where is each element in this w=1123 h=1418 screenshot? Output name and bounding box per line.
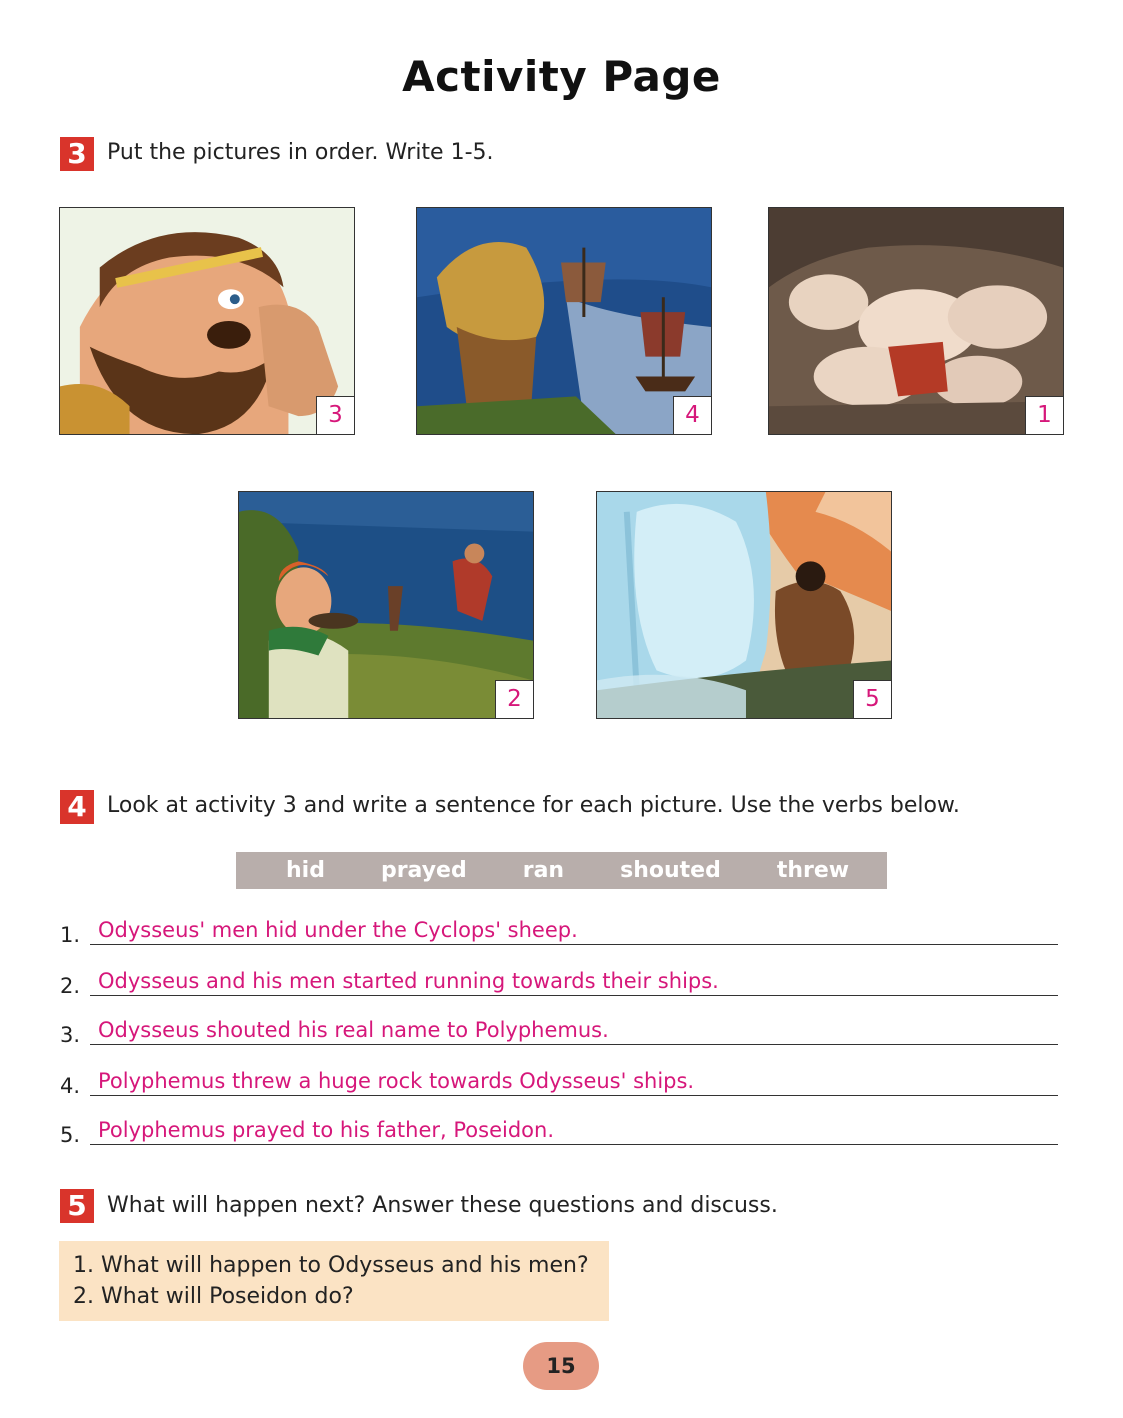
answer-line[interactable] [90,995,1058,996]
answer-number: 3. [60,1023,81,1047]
answer-row [60,1060,1058,1096]
picture-poseidon-and-polyphemus [596,491,892,719]
verb-word: shouted [620,858,721,883]
picture-order-number[interactable]: 5 [853,680,891,718]
question-item: 1. What will happen to Odysseus and his men? [73,1253,589,1278]
answer-text[interactable]: Polyphemus prayed to his father, Poseidon. [98,1118,555,1142]
answer-row [60,909,1058,945]
question-box [59,1241,609,1321]
answer-line[interactable] [90,1095,1058,1096]
activity-3-instruction: Put the pictures in order. Write 1-5. [107,140,494,165]
answer-number: 5. [60,1123,81,1147]
activity-3-badge: 3 [60,137,94,171]
answer-text[interactable]: Odysseus shouted his real name to Polyphemus. [98,1018,609,1042]
answer-number: 4. [60,1074,81,1098]
picture-cyclops-throwing-rock [416,207,712,435]
verb-word: threw [776,858,850,883]
answer-text[interactable]: Polyphemus threw a huge rock towards Odysseus' ships. [98,1069,695,1093]
answer-number: 2. [60,974,81,998]
picture-order-number[interactable]: 2 [495,680,533,718]
answer-row [60,960,1058,996]
page-number: 15 [523,1342,599,1390]
verb-word: hid [286,858,325,883]
odysseus-illustration [60,208,354,434]
sheep-illustration [769,208,1063,434]
picture-order-number[interactable]: 1 [1025,396,1063,434]
cyclops-rock-illustration [417,208,711,434]
verb-box [236,852,887,889]
activity-5-badge: 5 [60,1189,94,1223]
answer-row [60,1109,1058,1145]
picture-odysseus-shouting [59,207,355,435]
answer-line[interactable] [90,944,1058,945]
picture-men-running-to-ships [238,491,534,719]
verb-word: prayed [380,858,467,883]
answer-text[interactable]: Odysseus' men hid under the Cyclops' sheep. [98,918,578,942]
picture-order-number[interactable]: 3 [316,396,354,434]
answer-row [60,1009,1058,1045]
answer-line[interactable] [90,1044,1058,1045]
poseidon-illustration [597,492,891,718]
picture-order-number[interactable]: 4 [673,396,711,434]
page-title: Activity Page [402,52,721,101]
running-men-illustration [239,492,533,718]
answer-text[interactable]: Odysseus and his men started running towards their ships. [98,969,719,993]
activity-4-instruction: Look at activity 3 and write a sentence for each picture. Use the verbs below. [107,793,960,818]
activity-5-instruction: What will happen next? Answer these questions and discuss. [107,1193,778,1218]
answer-number: 1. [60,923,81,947]
answer-line[interactable] [90,1144,1058,1145]
picture-sheep-leaving-cave [768,207,1064,435]
activity-4-badge: 4 [60,790,94,824]
question-item: 2. What will Poseidon do? [73,1284,354,1309]
verb-word: ran [522,858,565,883]
